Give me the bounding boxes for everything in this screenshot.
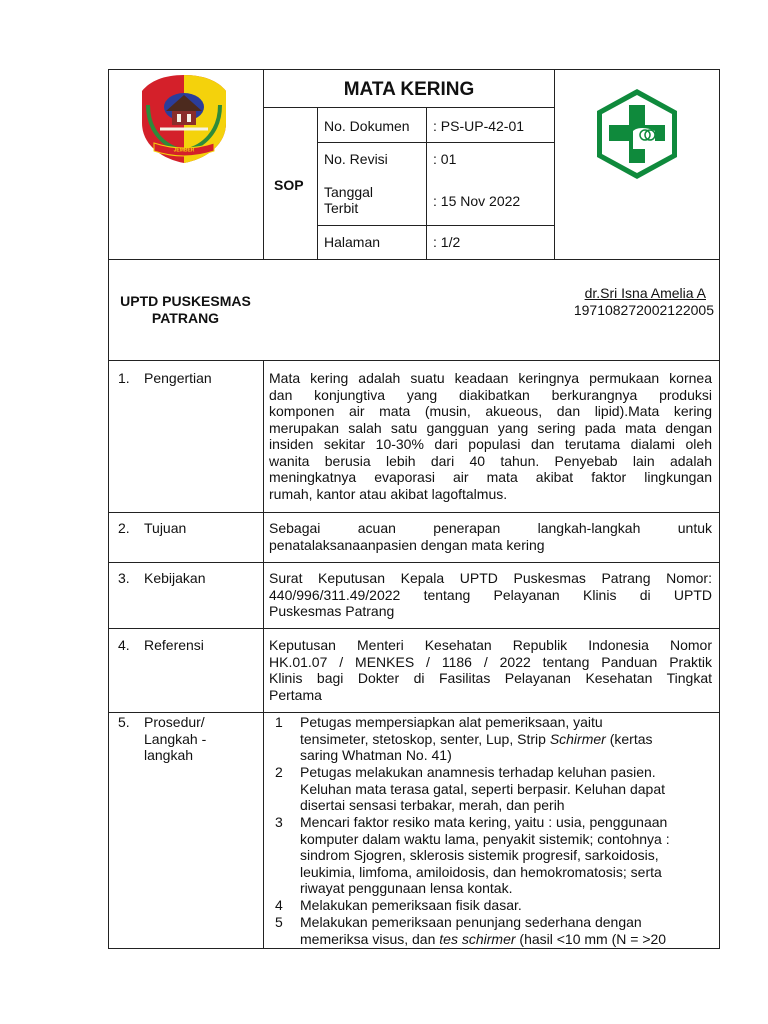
step-line: saring Whatman No. 41) [300,747,452,763]
step-line-part: memeriksa visus, dan [300,930,440,947]
document-title: MATA KERING [343,79,475,100]
section-4-line: Klinis bagi Dokter di Fasilitas Pelayanan Kesehatan Tingkat [269,670,712,686]
section-2-label: Tujuan [144,520,187,536]
section-4-line: HK.01.07 / MENKES / 1186 / 2022 tentang Panduan Praktik [269,653,712,670]
meta-label-tanggal: Tanggal [324,184,374,200]
step-line: komputer dalam waktu lama, penyakit sistemik; contohnya : [300,830,670,847]
border-sop [317,107,318,259]
border-body-split [263,360,264,949]
section-4-line: Keputusan Menteri Kesehatan Republik Indonesia Nomor [269,637,712,653]
border-bottom [108,948,720,949]
border-row-1 [108,512,720,513]
border-row-3 [108,628,720,629]
section-3-number: 3. [118,570,130,586]
section-4-number: 4. [118,637,130,653]
meta-value-tanggal: : 15 Nov 2022 [433,193,521,209]
section-1-line: wanita berusia lebih dari 40 tahun. Penyebab lain adalah [269,452,712,469]
step-line [300,931,720,948]
step-line: Petugas melakukan anamnesis terhadap keluhan pasien. [300,764,656,780]
section-1-line: meningkatnya evaporasi air mata akibat faktor lingkungan [269,469,712,485]
step-line: Melakukan pemeriksaan penunjang sederhana dengan [300,914,642,930]
border-meta-1 [317,142,555,143]
meta-value-revisi: : 01 [433,151,457,167]
step-number: 2 [275,764,283,780]
section-4-label: Referensi [144,637,204,653]
step-line-italic: Schirmer [549,730,606,747]
border-top [108,69,720,70]
section-1-number: 1. [118,370,130,386]
step-line-part: (kertas [605,730,653,747]
section-5-label: Langkah - [144,730,207,747]
section-2-number: 2. [118,520,130,536]
org-name-line2: PATRANG [151,310,220,326]
signer-nip: 197108272002122005 [573,302,714,318]
sop-document [108,69,720,949]
step-line: leukimia, limfoma, amiloidosis, dan hemokromatosis; serta [300,863,662,880]
section-3-line: 440/996/311.49/2022 tentang Pelayanan Klinis di UPTD [269,586,712,603]
section-5-label: Prosedur/ [144,714,205,730]
step-number: 4 [275,897,283,913]
meta-label-halaman: Halaman [324,234,381,250]
step-number: 3 [275,814,283,830]
section-5-number: 5. [118,714,130,730]
step-line: Petugas mempersiapkan alat pemeriksaan, yaitu [300,714,603,730]
section-5-label: langkah [144,747,194,763]
border-meta-3 [317,225,555,226]
meta-label-revisi: No. Revisi [324,151,388,167]
signer-name: dr.Sri Isna Amelia A [584,285,706,301]
step-line-part: tensimeter, stetoskop, senter, Lup, Strip [300,730,550,747]
meta-value-dokumen: : PS-UP-42-01 [433,118,525,134]
border-header-bottom [108,259,720,260]
section-1-line: dan konjungtiva yang diakibatkan berkurangnya produksi [269,386,712,403]
section-2-line: penatalaksanaanpasien dengan mata kering [269,536,545,553]
border-row-4 [108,712,720,713]
section-1-line: Mata kering adalah suatu keadaan keringnya permukaan kornea [269,370,712,386]
step-line [300,731,720,748]
section-2-line: Sebagai acuan penerapan langkah-langkah untuk [269,520,712,536]
step-line-italic: tes schirmer [439,930,516,947]
step-line: Melakukan pemeriksaan fisik dasar. [300,897,522,913]
step-line-part: (hasil <10 mm (N = >20 [515,930,667,947]
meta-label-dokumen: No. Dokumen [324,118,410,134]
border-row-org [108,360,720,361]
section-4-line: Pertama [269,686,322,703]
meta-value-halaman: : 1/2 [433,234,461,250]
border-meta-split [426,107,427,259]
section-3-line: Puskesmas Patrang [269,603,395,619]
section-1-line: rumah, kantor atau akibat lagoftalmus. [269,485,508,502]
section-3-line: Surat Keputusan Kepala UPTD Puskesmas Patrang Nomor: [269,570,712,586]
step-line: disertai sensasi terbakar, merah, dan perih [300,797,565,813]
puskesmas-logo [593,87,681,182]
section-1-line: insiden sekitar 10-30% dari populasi dan terutama dialami oleh [269,436,712,452]
sop-label: SOP [274,177,304,193]
section-1-label: Pengertian [144,370,212,386]
step-line: sindrom Sjogren, sklerosis sistemik progresif, sarkoidosis, [300,847,659,863]
step-line: riwayat penggunaan lensa kontak. [300,880,513,896]
section-1-line: komponen air mata (musin, akueous, dan lipid).Mata kering [269,403,712,419]
step-number: 5 [275,914,283,930]
svg-text:JEMBER: JEMBER [173,147,195,154]
step-line: Keluhan mata terasa gatal, seperti berpasir. Keluhan dapat [300,780,666,797]
jember-emblem-logo [134,71,234,166]
section-1-line: merupakan salah satu gangguan yang sering pada mata dengan [269,419,712,436]
step-line: Mencari faktor resiko mata kering, yaitu : usia, penggunaan [300,814,668,830]
org-name-line1: UPTD PUSKESMAS [120,293,251,309]
step-number: 1 [275,714,283,730]
section-3-label: Kebijakan [144,570,206,586]
meta-label-terbit: Terbit [324,200,359,216]
border-left [108,69,109,949]
border-row-2 [108,562,720,563]
border-title-bottom [263,107,555,108]
